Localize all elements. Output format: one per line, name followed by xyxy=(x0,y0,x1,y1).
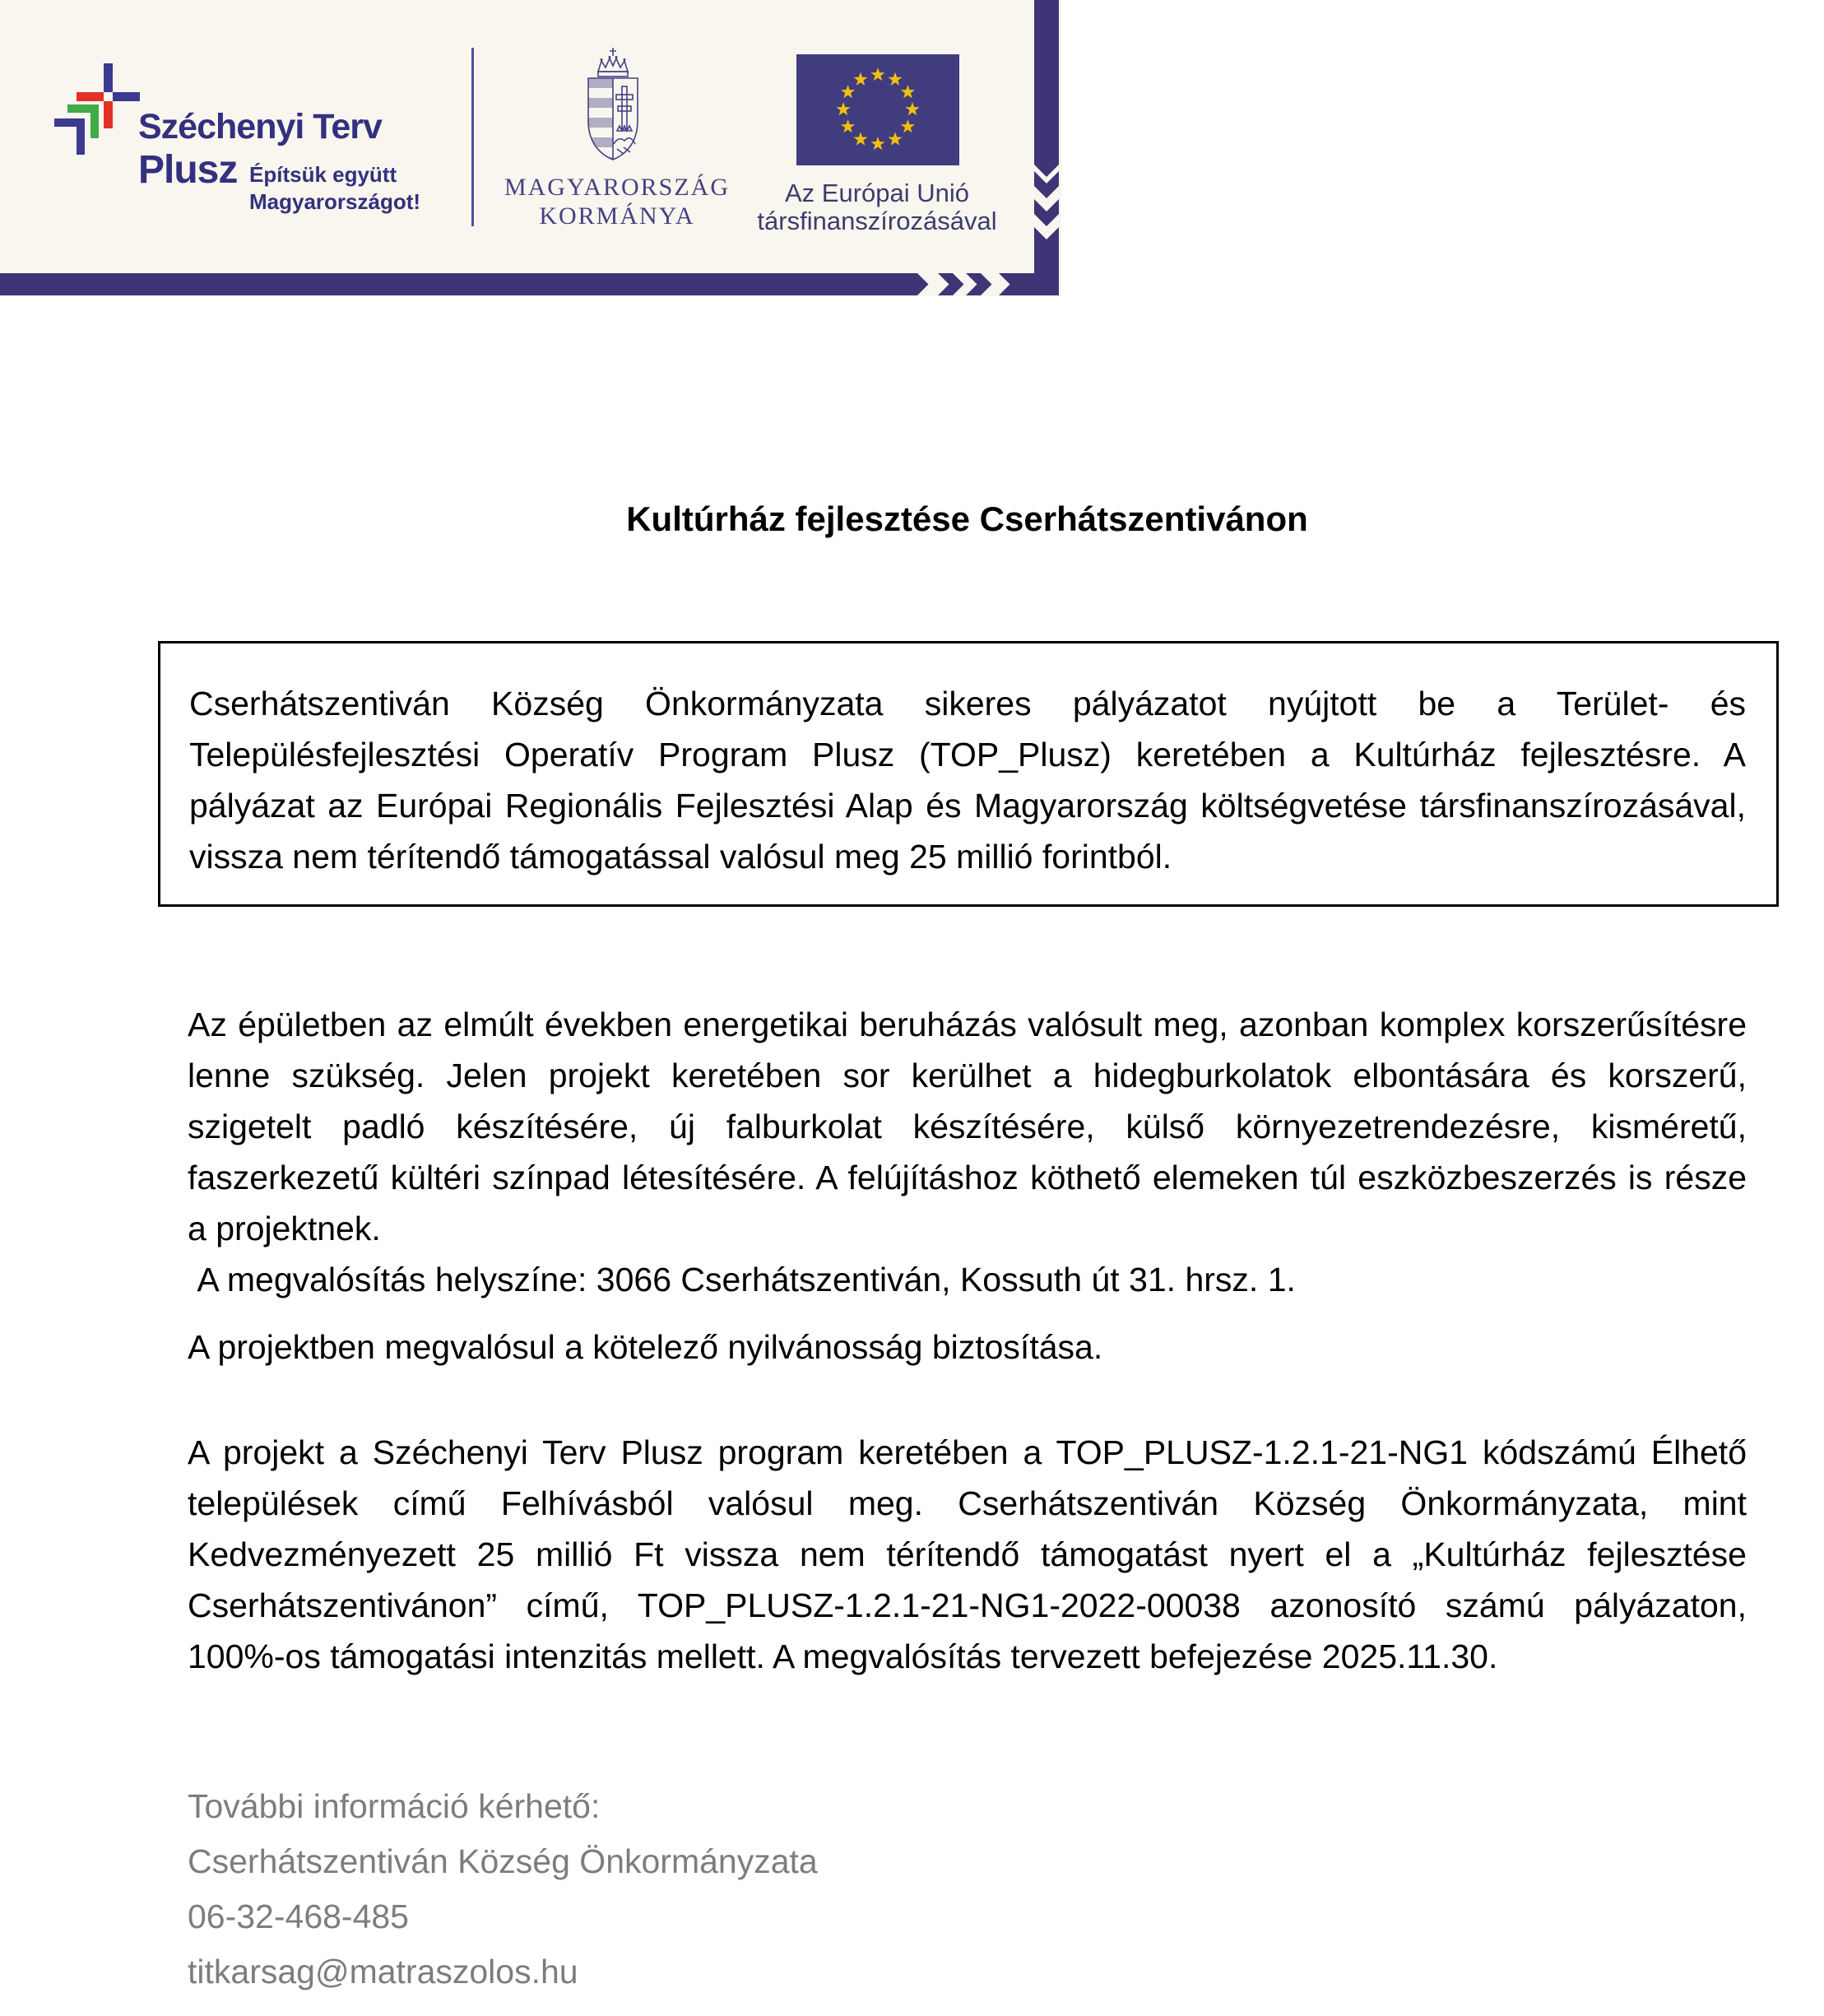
text-line: a projektnek. xyxy=(188,1210,381,1247)
government-name: MAGYARORSZÁG xyxy=(504,174,731,201)
text-line: Településfejlesztési Operatív Program Plusz (TOP_Plusz) keretében a Kultúrház fejlesztésre. A xyxy=(189,736,1746,773)
infoblokk-header xyxy=(0,0,1061,296)
contact-organization: Cserhátszentiván Község Önkormányzata xyxy=(188,1842,818,1880)
text-line: A projektben megvalósul a kötelező nyilvánosság biztosítása. xyxy=(188,1328,1103,1366)
government-logo-text xyxy=(487,174,747,230)
government-subname: KORMÁNYA xyxy=(539,202,695,230)
eu-cofinancing-caption: Az Európai Unió társfinanszírozásával xyxy=(757,179,997,235)
text-line: A projekt a Széchenyi Terv Plusz program keretében a TOP_PLUSZ-1.2.1-21-NG1 kódszámú Élhető xyxy=(188,1433,1747,1471)
text-line: faszerkezetű kültéri színpad létesítésére. A felújításhoz köthető elemeken túl eszközbeszerzés is része xyxy=(188,1159,1747,1196)
text-line: Az épületben az elmúlt években energetikai beruházás valósult meg, azonban komplex korszerűsítésre xyxy=(188,1006,1747,1043)
paragraph-program-details xyxy=(188,1427,1747,1682)
szechenyi-logo-title: Széchenyi Terv xyxy=(138,107,382,146)
text-line: Cserhátszentiván Község Önkormányzata sikeres pályázatot nyújtott be a Terület- és xyxy=(189,685,1746,722)
text-line: vissza nem térítendő támogatással valósul meg 25 millió forintból. xyxy=(189,838,1172,876)
contact-info xyxy=(188,1779,1747,2000)
text-line: lenne szükség. Jelen projekt keretében sor kerülhet a hidegburkolatok elbontására és korszerű, xyxy=(188,1057,1747,1094)
paragraph-publicity xyxy=(188,1322,1747,1373)
szechenyi-logo-plusz: Plusz xyxy=(138,148,238,192)
page-title: Kultúrház fejlesztése Cserhátszentivánon xyxy=(626,499,1308,538)
text-line: települések című Felhívásból valósul meg. Cserhátszentiván Község Önkormányzata, mint xyxy=(188,1484,1747,1522)
contact-info-label: További információ kérhető: xyxy=(188,1787,601,1825)
eu-flag xyxy=(796,54,959,165)
text-line: szigetelt padló készítésére, új falburkolat készítésére, külső környezetrendezésre, kisméretű, xyxy=(188,1108,1747,1145)
paragraph-building-works xyxy=(188,999,1747,1305)
intro-box xyxy=(158,641,1779,907)
szechenyi-logo-tagline: Építsük együtt Magyarországot! xyxy=(249,162,421,214)
text-line: Cserhátszentivánon” című, TOP_PLUSZ-1.2.1-21-NG1-2022-00038 azonosító számú pályázaton, xyxy=(188,1586,1747,1624)
text-line: 100%-os támogatási intenzitás mellett. A megvalósítás tervezett befejezése 2025.11.30. xyxy=(188,1637,1498,1675)
text-line: A megvalósítás helyszíne: 3066 Cserhátszentiván, Kossuth út 31. hrsz. 1. xyxy=(188,1261,1296,1298)
text-line: pályázat az Európai Regionális Fejlesztési Alap és Magyarország költségvetése társfinanszírozásával, xyxy=(189,787,1746,825)
contact-phone: 06-32-468-485 xyxy=(188,1898,409,1935)
contact-email: titkarsag@matraszolos.hu xyxy=(188,1953,578,1990)
hungary-coat-of-arms-icon xyxy=(576,45,650,169)
text-line: Kedvezményezett 25 millió Ft vissza nem térítendő támogatást nyert el a „Kultúrház fejlesztése xyxy=(188,1535,1747,1573)
logo-divider xyxy=(471,48,474,226)
